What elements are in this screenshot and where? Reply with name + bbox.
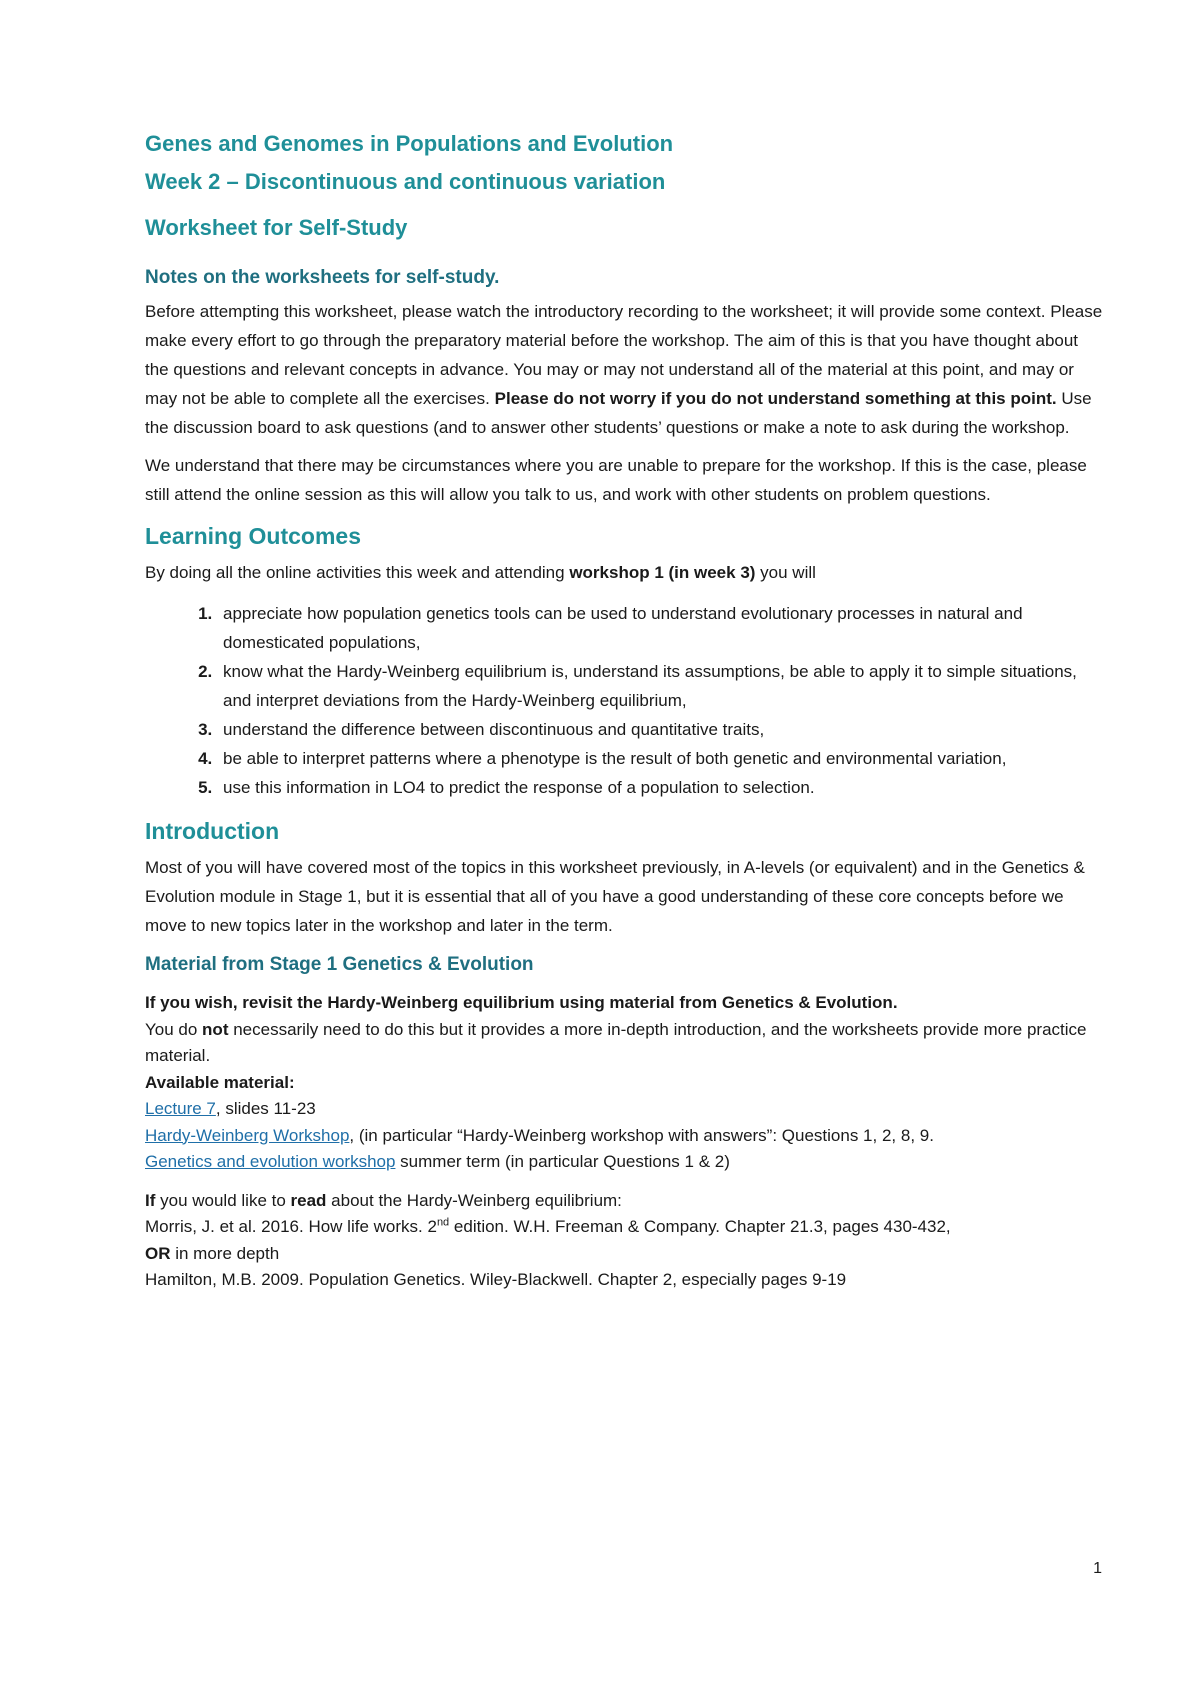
material-line-2: You do not necessarily need to do this but it provides a more in-depth introduction, and the worksheets provide more practice material. (145, 1019, 1087, 1065)
reading-intro: If you would like to read about the Hardy-Weinberg equilibrium: (145, 1190, 622, 1210)
course-title: Genes and Genomes in Populations and Evolution (145, 131, 674, 156)
list-item: 1. appreciate how population genetics tools can be used to understand evolutionary processes in natural and domesticated populations, (217, 599, 1105, 657)
reference-1: Morris, J. et al. 2016. How life works. 2nd edition. W.H. Freeman & Company. Chapter 21.3, pages 430-432, (145, 1216, 951, 1236)
reading-or-line: OR in more depth (145, 1243, 280, 1263)
material-item-1: Lecture 7, slides 11-23 (145, 1099, 316, 1118)
notes-heading: Notes on the worksheets for self-study. (145, 267, 500, 288)
hardy-weinberg-workshop-link[interactable]: Hardy-Weinberg Workshop (145, 1125, 350, 1145)
available-material-label: Available material: (145, 1072, 295, 1092)
notes-paragraph-2: We understand that there may be circumstances where you are unable to prepare for the workshop. If this is the case, please still attend the online session as this will allow you talk to us, and work with other students on problem questions. (145, 456, 1087, 504)
list-item: 5. use this information in LO4 to predict the response of a population to selection. (217, 773, 1105, 802)
notes-paragraph-1: Before attempting this worksheet, please watch the introductory recording to the worksheet; it will provide some context. Please make every effort to go through the preparatory material before the workshop. The aim of this is that you have thought about the questions and relevant concepts in advance. You may or may not understand all of the material at this point, and may or may not be able to complete all the exercises. Please do not worry if you do not understand something at this point. Use the discussion board to ask questions (and to answer other students’ questions or make a note to ask during the workshop. (145, 302, 1103, 437)
document-page (145, 0, 1105, 1294)
learning-outcomes-list (145, 599, 1105, 802)
page-number: 1 (1093, 1560, 1102, 1577)
list-item: 3. understand the difference between discontinuous and quantitative traits, (217, 715, 1105, 744)
material-bold-line: If you wish, revisit the Hardy-Weinberg equilibrium using material from Genetics & Evolution. (145, 993, 898, 1012)
genetics-evolution-workshop-link[interactable]: Genetics and evolution workshop (145, 1152, 396, 1171)
reference-2: Hamilton, M.B. 2009. Population Genetics. Wiley-Blackwell. Chapter 2, especially pages 9-19 (145, 1270, 847, 1289)
lecture-7-link[interactable]: Lecture 7 (145, 1099, 216, 1118)
list-item: 2. know what the Hardy-Weinberg equilibrium is, understand its assumptions, be able to apply it to simple situations, and interpret deviations from the Hardy-Weinberg equilibrium, (217, 657, 1105, 715)
introduction-text: Most of you will have covered most of the topics in this worksheet previously, in A-levels (or equivalent) and in the Genetics & Evolution module in Stage 1, but it is essential that all of you have a good understanding of these core concepts before we move to new topics later in the workshop and later in the term. (145, 858, 1085, 935)
week-title: Week 2 – Discontinuous and continuous variation (145, 169, 666, 194)
learning-outcomes-intro: By doing all the online activities this week and attending workshop 1 (in week 3) you will (145, 563, 816, 582)
notes-emphasis: Please do not worry if you do not understand something at this point. (494, 389, 1057, 408)
material-item-3: Genetics and evolution workshop summer term (in particular Questions 1 & 2) (145, 1152, 730, 1171)
worksheet-title: Worksheet for Self-Study (145, 215, 408, 240)
learning-outcomes-heading: Learning Outcomes (145, 523, 361, 549)
material-heading: Material from Stage 1 Genetics & Evolution (145, 954, 534, 975)
list-item: 4. be able to interpret patterns where a phenotype is the result of both genetic and environmental variation, (217, 744, 1105, 773)
introduction-heading: Introduction (145, 818, 280, 844)
material-item-2: Hardy-Weinberg Workshop, (in particular “Hardy-Weinberg workshop with answers”: Questions 1, 2, 8, 9. (145, 1125, 934, 1145)
